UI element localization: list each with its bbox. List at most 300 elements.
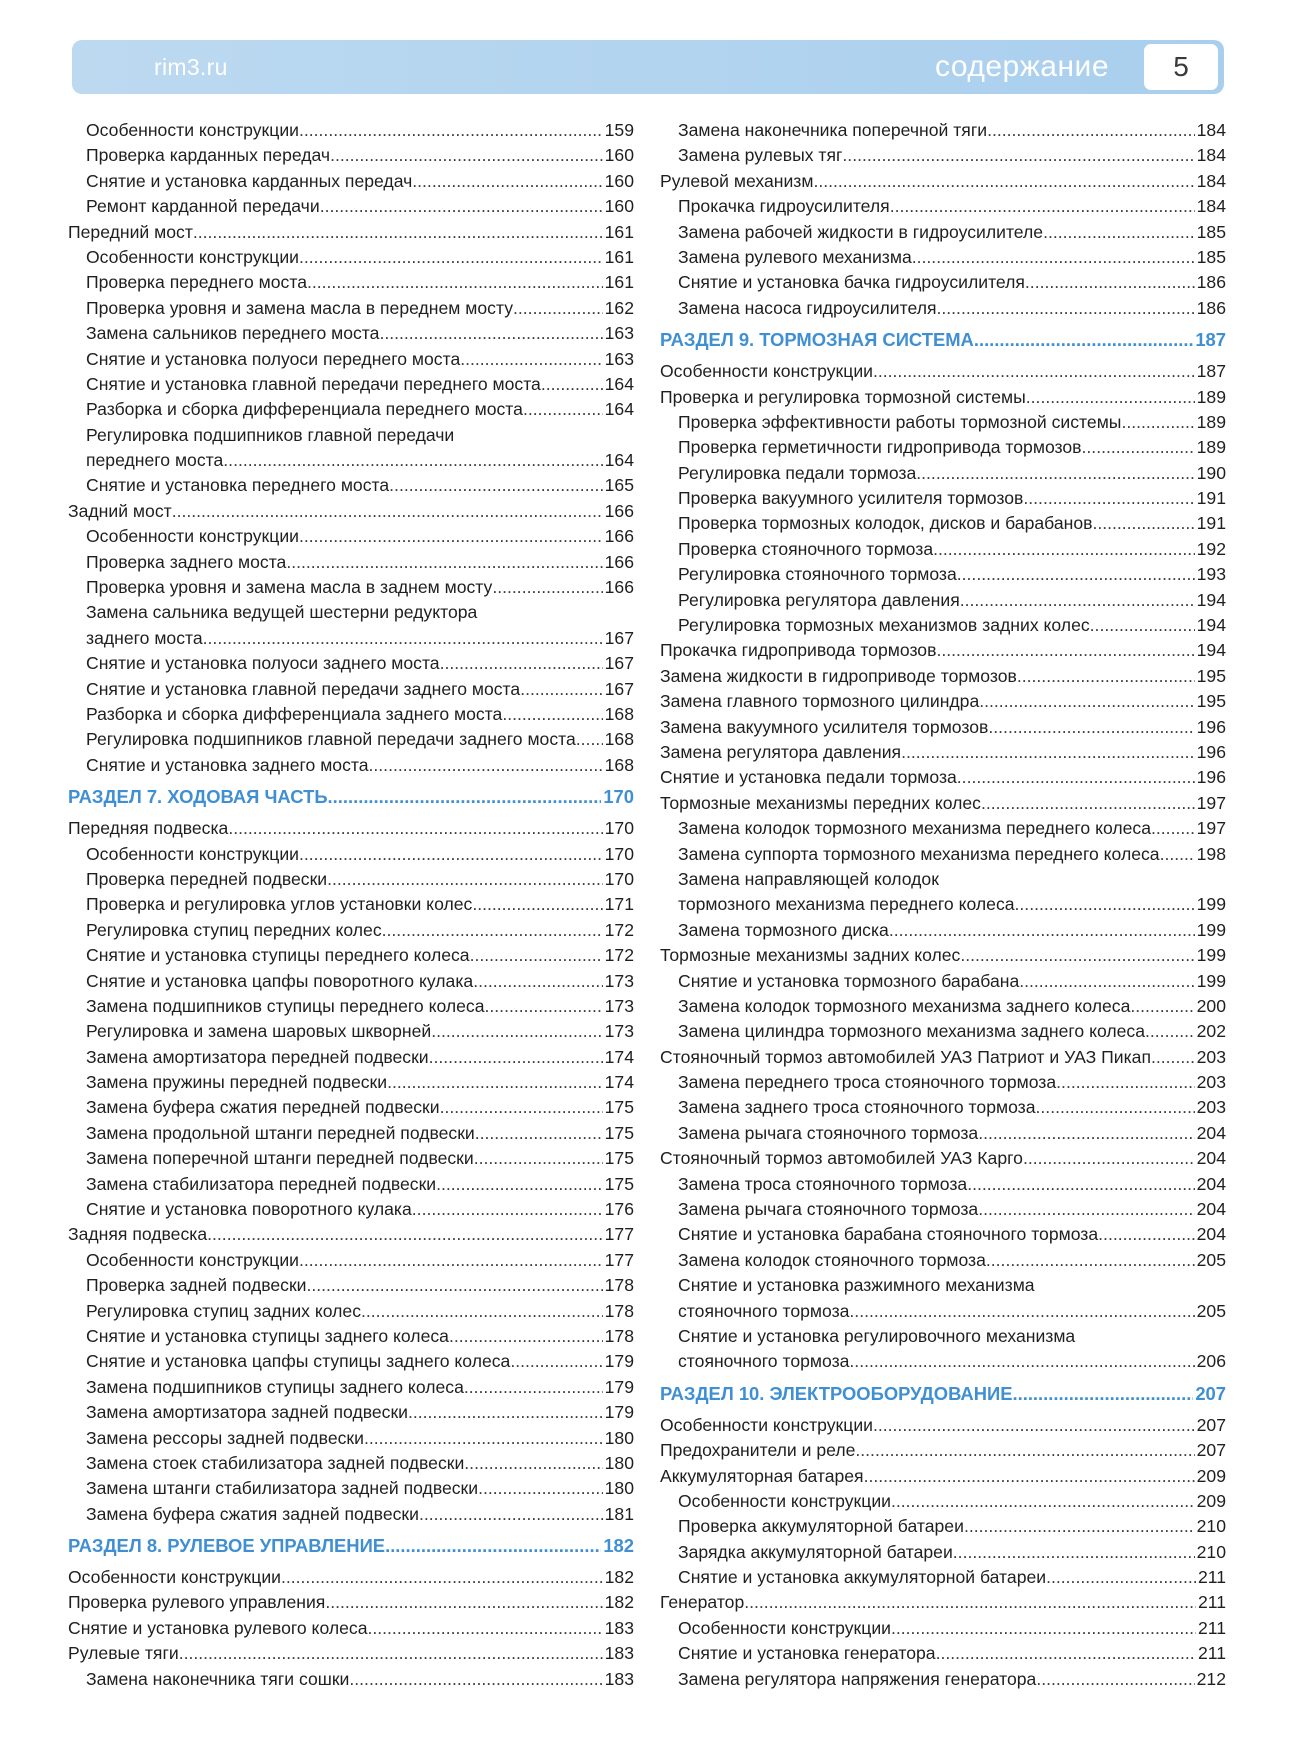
toc-entry[interactable] (660, 1146, 1226, 1171)
toc-entry-page: 196 (1196, 767, 1226, 788)
toc-entry-page: 165 (604, 475, 634, 496)
toc-entry-title: Замена рессоры задней подвески (86, 1427, 364, 1448)
toc-entry-title: Замена жидкости в гидроприводе тормозов (660, 665, 1017, 686)
toc-subentry[interactable] (660, 1324, 1226, 1349)
toc-entry-page: 175 (604, 1148, 634, 1169)
toc-subentry[interactable] (68, 1324, 634, 1349)
toc-subentry[interactable] (660, 1019, 1226, 1044)
toc-entry[interactable] (660, 791, 1226, 816)
toc-subentry[interactable] (660, 270, 1226, 295)
dot-leader (1025, 270, 1195, 295)
dot-leader (541, 372, 603, 397)
toc-subentry[interactable] (660, 143, 1226, 168)
dot-leader (1026, 385, 1195, 410)
dot-leader (330, 143, 603, 168)
toc-entry-page: 180 (604, 1478, 634, 1499)
toc-section-heading[interactable] (68, 1527, 634, 1565)
dot-leader (179, 1641, 603, 1666)
toc-entry-page: 172 (604, 945, 634, 966)
toc-subentry[interactable] (68, 448, 634, 473)
dot-leader (286, 550, 602, 575)
dot-leader (889, 918, 1195, 943)
toc-subentry[interactable] (68, 575, 634, 600)
toc-entry-page: 170 (604, 843, 634, 864)
toc-entry-title: Замена рабочей жидкости в гидроусилителе (678, 221, 1044, 242)
toc-subentry[interactable] (660, 892, 1226, 917)
dot-leader (431, 1019, 602, 1044)
dot-leader (473, 969, 602, 994)
toc-entry-title: Особенности конструкции (86, 1249, 299, 1270)
toc-entry-title: Снятие и установка карданных передач (86, 170, 413, 191)
toc-subentry[interactable] (68, 1502, 634, 1527)
toc-entry-title: Замена наконечника поперечной тяги (678, 120, 988, 140)
toc-entry-page: 178 (604, 1300, 634, 1321)
dot-leader (460, 347, 602, 372)
toc-subentry[interactable] (68, 1045, 634, 1070)
toc-subentry[interactable] (660, 1197, 1226, 1222)
toc-subentry[interactable] (68, 994, 634, 1019)
dot-leader (382, 918, 603, 943)
toc-subentry[interactable] (68, 1667, 634, 1692)
dot-leader (1036, 1095, 1195, 1120)
dot-leader (1017, 664, 1195, 689)
toc-entry-title: Рулевой механизм (660, 170, 814, 191)
toc-entry-page: 199 (1196, 970, 1226, 991)
toc-entry-title: Замена сальника ведущей шестерни редуктора (86, 602, 478, 623)
dot-leader (513, 296, 603, 321)
toc-entry-page: 202 (1196, 1021, 1226, 1042)
toc-entry-page: 197 (1196, 792, 1226, 813)
toc-subentry[interactable] (660, 1616, 1226, 1641)
dot-leader (436, 1172, 603, 1197)
dot-leader (981, 791, 1195, 816)
toc-entry-page: 179 (604, 1376, 634, 1397)
toc-entry-title: Разборка и сборка дифференциала переднего моста (86, 399, 523, 420)
toc-subentry[interactable] (660, 118, 1226, 143)
toc-subentry[interactable] (68, 626, 634, 651)
toc-entry-page: 185 (1196, 246, 1226, 267)
toc-entry-title: Снятие и установка бачка гидроусилителя (678, 272, 1025, 293)
toc-entry-page: 195 (1196, 665, 1226, 686)
toc-entry[interactable] (660, 689, 1226, 714)
toc-subentry[interactable] (68, 397, 634, 422)
toc-entry-title: Особенности конструкции (86, 246, 299, 267)
toc-entry-page: 162 (604, 297, 634, 318)
toc-subentry[interactable] (68, 1248, 634, 1273)
toc-entry-page: 166 (604, 577, 634, 598)
dot-leader (1015, 892, 1195, 917)
dot-leader (299, 245, 603, 270)
toc-entry-title: стояночного тормоза (678, 1351, 850, 1372)
toc-entry-title: Замена сальников переднего моста (86, 323, 380, 344)
toc-entry-page: 189 (1196, 437, 1226, 458)
toc-entry-page: 177 (604, 1224, 634, 1245)
dot-leader (385, 1527, 601, 1565)
toc-entry-title: Генератор (660, 1592, 745, 1613)
dot-leader (387, 1070, 603, 1095)
toc-entry-title: Замена стоек стабилизатора задней подвески (86, 1452, 465, 1473)
toc-entry-title: Регулировка и замена шаровых шкворней (86, 1021, 432, 1042)
toc-entry-title: стояночного тормоза (678, 1300, 850, 1321)
toc-entry-page: 166 (604, 500, 634, 521)
toc-entry-title: РАЗДЕЛ 7. ХОДОВАЯ ЧАСТЬ (68, 786, 328, 808)
dot-leader (502, 702, 602, 727)
toc-entry-title: Замена буфера сжатия задней подвески (86, 1503, 419, 1524)
toc-entry-page: 182 (604, 1592, 634, 1613)
dot-leader (891, 1616, 1196, 1641)
toc-entry[interactable] (660, 664, 1226, 689)
toc-subentry[interactable] (68, 473, 634, 498)
dot-leader (429, 1045, 603, 1070)
toc-section-heading[interactable] (660, 1375, 1226, 1413)
toc-subentry[interactable] (660, 1641, 1226, 1666)
toc-subentry[interactable] (68, 600, 634, 625)
toc-entry-title: Прокачка гидроусилителя (678, 196, 890, 217)
toc-entry-title: Снятие и установка заднего моста (86, 754, 369, 775)
toc-entry-title: Проверка уровня и замена масла в заднем мосту (86, 577, 493, 598)
toc-entry-page: 187 (1195, 329, 1226, 351)
toc-subentry[interactable] (68, 842, 634, 867)
toc-subentry[interactable] (68, 1019, 634, 1044)
toc-subentry[interactable] (660, 296, 1226, 321)
toc-entry-title: Замена колодок стояночного тормоза (678, 1249, 986, 1270)
dot-leader (1043, 220, 1195, 245)
toc-entry-title: РАЗДЕЛ 8. РУЛЕВОЕ УПРАВЛЕНИЕ (68, 1535, 386, 1557)
toc-subentry[interactable] (660, 1565, 1226, 1590)
toc-entry-page: 200 (1196, 995, 1226, 1016)
toc-subentry[interactable] (660, 1667, 1226, 1692)
toc-subentry[interactable] (68, 892, 634, 917)
toc-entry[interactable] (660, 1413, 1226, 1438)
toc-entry-title: Тормозные механизмы передних колес (660, 792, 981, 813)
toc-subentry[interactable] (660, 588, 1226, 613)
toc-entry-title: Проверка передней подвески (86, 868, 328, 889)
dot-leader (379, 321, 602, 346)
toc-subentry[interactable] (68, 651, 634, 676)
toc-entry-title: Стояночный тормоз автомобилей УАЗ Патриот и УАЗ Пикап (660, 1046, 1151, 1067)
toc-entry-title: Предохранители и реле (660, 1440, 856, 1461)
dot-leader (744, 1590, 1196, 1615)
toc-entry-title: Тормозные механизмы задних колес (660, 945, 961, 966)
toc-entry[interactable] (68, 1565, 634, 1590)
toc-entry[interactable] (660, 765, 1226, 790)
dot-leader (986, 1248, 1195, 1273)
toc-section-heading[interactable] (660, 321, 1226, 359)
toc-subentry[interactable] (660, 537, 1226, 562)
toc-subentry[interactable] (660, 410, 1226, 435)
toc-subentry[interactable] (68, 1273, 634, 1298)
toc-subentry[interactable] (68, 270, 634, 295)
toc-entry-page: 195 (1196, 691, 1226, 712)
toc-entry-title: тормозного механизма переднего колеса (678, 894, 1015, 915)
toc-entry-page: 177 (604, 1249, 634, 1270)
toc-subentry[interactable] (68, 321, 634, 346)
toc-entry[interactable] (68, 816, 634, 841)
toc-entry-title: Снятие и установка педали тормоза (660, 767, 957, 788)
toc-entry-title: Замена рулевого механизма (678, 246, 912, 267)
toc-entry[interactable] (660, 943, 1226, 968)
toc-entry-page: 199 (1196, 945, 1226, 966)
toc-subentry[interactable] (660, 1540, 1226, 1565)
toc-subentry[interactable] (660, 511, 1226, 536)
toc-subentry[interactable] (660, 1349, 1226, 1374)
toc-entry[interactable] (660, 715, 1226, 740)
toc-subentry[interactable] (68, 1349, 634, 1374)
toc-subentry[interactable] (660, 613, 1226, 638)
toc-subentry[interactable] (68, 245, 634, 270)
toc-subentry[interactable] (660, 1070, 1226, 1095)
toc-subentry[interactable] (68, 347, 634, 372)
toc-subentry[interactable] (68, 1375, 634, 1400)
toc-subentry[interactable] (68, 918, 634, 943)
toc-entry[interactable] (660, 1464, 1226, 1489)
toc-subentry[interactable] (68, 1197, 634, 1222)
toc-entry-page: 189 (1196, 386, 1226, 407)
toc-column-right (660, 118, 1226, 1692)
toc-entry-page: 182 (603, 1535, 634, 1557)
dot-leader (464, 1451, 602, 1476)
dot-leader (916, 461, 1194, 486)
toc-subentry[interactable] (68, 194, 634, 219)
toc-subentry[interactable] (660, 1273, 1226, 1298)
toc-entry-title: Регулировка тормозных механизмов задних колес (678, 615, 1090, 636)
toc-entry-page: 185 (1196, 221, 1226, 242)
toc-entry-title: Разборка и сборка дифференциала заднего моста (86, 703, 503, 724)
dot-leader (412, 1197, 603, 1222)
dot-leader (1121, 410, 1194, 435)
toc-entry-title: Аккумуляторная батарея (660, 1465, 864, 1486)
toc-subentry[interactable] (660, 1299, 1226, 1324)
toc-entry[interactable] (660, 740, 1226, 765)
toc-subentry[interactable] (68, 969, 634, 994)
toc-entry-title: Снятие и установка регулировочного механизма (678, 1325, 1076, 1346)
toc-subentry[interactable] (68, 524, 634, 549)
toc-subentry[interactable] (68, 423, 634, 448)
dot-leader (1036, 1667, 1194, 1692)
toc-entry-page: 164 (604, 399, 634, 420)
toc-entry-page: 209 (1196, 1490, 1226, 1511)
toc-entry-title: Замена регулятора напряжения генератора (678, 1668, 1037, 1689)
dot-leader (299, 118, 603, 143)
toc-entry-title: Замена цилиндра тормозного механизма заднего колеса (678, 1021, 1146, 1042)
toc-subentry[interactable] (68, 118, 634, 143)
toc-entry-page: 168 (604, 754, 634, 775)
toc-entry-title: Регулировка регулятора давления (678, 589, 960, 610)
toc-entry-page: 161 (604, 272, 634, 293)
toc-entry-page: 170 (604, 868, 634, 889)
toc-entry-page: 204 (1196, 1224, 1226, 1245)
toc-subentry[interactable] (660, 435, 1226, 460)
toc-subentry[interactable] (68, 1299, 634, 1324)
toc-subentry[interactable] (660, 1222, 1226, 1247)
toc-subentry[interactable] (68, 867, 634, 892)
toc-entry-page: 196 (1196, 716, 1226, 737)
toc-entry-title: переднего моста (86, 450, 224, 471)
dot-leader (328, 778, 602, 816)
toc-entry[interactable] (68, 1641, 634, 1666)
toc-subentry[interactable] (68, 1400, 634, 1425)
section-title: содержание (935, 50, 1109, 83)
dot-leader (408, 1400, 603, 1425)
toc-entry-title: Замена направляющей колодок (678, 868, 939, 889)
toc-entry-page: 199 (1196, 894, 1226, 915)
toc-entry-page: 175 (604, 1122, 634, 1143)
dot-leader (960, 588, 1195, 613)
toc-entry-title: Передний мост (68, 221, 193, 242)
toc-subentry[interactable] (68, 1476, 634, 1501)
toc-subentry[interactable] (68, 1451, 634, 1476)
dot-leader (967, 1172, 1194, 1197)
toc-entry-page: 175 (604, 1097, 634, 1118)
dot-leader (281, 1565, 603, 1590)
toc-entry[interactable] (68, 220, 634, 245)
toc-entry-title: Снятие и установка рулевого колеса (68, 1617, 368, 1638)
dot-leader (912, 245, 1195, 270)
toc-subentry[interactable] (660, 1095, 1226, 1120)
toc-entry[interactable] (68, 1222, 634, 1247)
toc-subentry[interactable] (660, 562, 1226, 587)
toc-subentry[interactable] (68, 1095, 634, 1120)
toc-entry-page: 207 (1196, 1440, 1226, 1461)
toc-entry-page: 178 (604, 1325, 634, 1346)
toc-entry-title: Проверка и регулировка тормозной системы (660, 386, 1026, 407)
toc-subentry[interactable] (68, 702, 634, 727)
toc-subentry[interactable] (68, 296, 634, 321)
toc-subentry[interactable] (660, 486, 1226, 511)
toc-entry-page: 160 (604, 196, 634, 217)
toc-entry-title: Снятие и установка поворотного кулака (86, 1199, 412, 1220)
toc-entry[interactable] (68, 499, 634, 524)
toc-subentry[interactable] (660, 1172, 1226, 1197)
toc-subentry[interactable] (68, 1146, 634, 1171)
toc-entry[interactable] (660, 638, 1226, 663)
toc-entry-page: 174 (604, 1046, 634, 1067)
dot-leader (193, 220, 603, 245)
toc-entry-page: 193 (1196, 564, 1226, 585)
site-name: rim3.ru (154, 54, 228, 80)
toc-entry-page: 167 (604, 678, 634, 699)
toc-subentry[interactable] (660, 1121, 1226, 1146)
toc-entry-title: Замена рулевых тяг (678, 145, 843, 166)
toc-entry[interactable] (68, 1616, 634, 1641)
toc-entry-page: 166 (604, 526, 634, 547)
toc-entry-page: 190 (1196, 462, 1226, 483)
toc-entry-page: 171 (604, 894, 634, 915)
toc-subentry[interactable] (660, 1514, 1226, 1539)
toc-section-heading[interactable] (68, 778, 634, 816)
toc-entry-page: 160 (604, 145, 634, 166)
toc-subentry[interactable] (68, 727, 634, 752)
dot-leader (349, 1667, 602, 1692)
dot-leader (389, 473, 602, 498)
toc-entry-page: 186 (1196, 297, 1226, 318)
toc-subentry[interactable] (68, 943, 634, 968)
toc-entry[interactable] (660, 359, 1226, 384)
toc-entry-page: 179 (604, 1402, 634, 1423)
toc-subentry[interactable] (660, 842, 1226, 867)
dot-leader (937, 296, 1195, 321)
toc-entry-title: Замена заднего троса стояночного тормоза (678, 1097, 1036, 1118)
toc-entry-page: 175 (604, 1173, 634, 1194)
toc-entry-title: Стояночный тормоз автомобилей УАЗ Карго (660, 1148, 1023, 1169)
toc-subentry[interactable] (660, 867, 1226, 892)
toc-subentry[interactable] (660, 918, 1226, 943)
dot-leader (470, 943, 603, 968)
toc-subentry[interactable] (660, 194, 1226, 219)
toc-subentry[interactable] (68, 550, 634, 575)
toc-entry[interactable] (660, 169, 1226, 194)
toc-entry[interactable] (660, 385, 1226, 410)
toc-entry-page: 170 (603, 786, 634, 808)
toc-entry-page: 187 (1196, 361, 1226, 382)
toc-entry-page: 181 (604, 1503, 634, 1524)
toc-subentry[interactable] (68, 677, 634, 702)
toc-entry-page: 194 (1196, 640, 1226, 661)
toc-subentry[interactable] (68, 1070, 634, 1095)
toc-entry-page: 168 (604, 703, 634, 724)
toc-entry-page: 206 (1196, 1351, 1226, 1372)
dot-leader (419, 1502, 603, 1527)
toc-entry-title: Снятие и установка полуоси переднего моста (86, 348, 461, 369)
toc-subentry[interactable] (660, 816, 1226, 841)
toc-subentry[interactable] (68, 1121, 634, 1146)
toc-entry-title: Замена подшипников ступицы заднего колеса (86, 1376, 464, 1397)
toc-entry-page: 186 (1196, 272, 1226, 293)
toc-entry-title: Проверка аккумуляторной батареи (678, 1516, 964, 1537)
dot-leader (1151, 816, 1195, 841)
toc-entry-title: Замена продольной штанги передней подвески (86, 1122, 475, 1143)
toc-subentry[interactable] (660, 461, 1226, 486)
toc-subentry[interactable] (660, 1248, 1226, 1273)
dot-leader (478, 1476, 603, 1501)
toc-entry[interactable] (660, 1438, 1226, 1463)
toc-entry-title: Снятие и установка переднего моста (86, 475, 390, 496)
toc-subentry[interactable] (68, 372, 634, 397)
toc-entry-title: Снятие и установка ступицы переднего колеса (86, 945, 470, 966)
dot-leader (1012, 1375, 1193, 1413)
toc-entry-title: Регулировка ступиц задних колес (86, 1300, 361, 1321)
toc-subentry[interactable] (660, 220, 1226, 245)
toc-subentry[interactable] (68, 169, 634, 194)
toc-subentry[interactable] (660, 1489, 1226, 1514)
dot-leader (978, 1197, 1194, 1222)
toc-entry-title: Замена рычага стояночного тормоза (678, 1122, 979, 1143)
toc-entry-page: 178 (604, 1275, 634, 1296)
dot-leader (813, 169, 1194, 194)
toc-entry-title: Особенности конструкции (678, 1490, 891, 1511)
toc-subentry[interactable] (660, 969, 1226, 994)
toc-subentry[interactable] (68, 1172, 634, 1197)
dot-leader (449, 1324, 603, 1349)
toc-entry-page: 176 (604, 1199, 634, 1220)
toc-entry-title: Регулировка стояночного тормоза (678, 564, 957, 585)
toc-entry-title: Особенности конструкции (660, 1414, 873, 1435)
toc-subentry[interactable] (68, 1426, 634, 1451)
toc-entry-title: Замена буфера сжатия передней подвески (86, 1097, 440, 1118)
toc-entry-title: Проверка карданных передач (86, 145, 331, 166)
toc-entry-page: 180 (604, 1427, 634, 1448)
toc-subentry[interactable] (660, 994, 1226, 1019)
toc-entry[interactable] (660, 1045, 1226, 1070)
toc-subentry[interactable] (68, 753, 634, 778)
toc-entry-page: 168 (604, 729, 634, 750)
toc-subentry[interactable] (660, 245, 1226, 270)
toc-entry[interactable] (68, 1590, 634, 1615)
toc-entry[interactable] (660, 1590, 1226, 1615)
toc-entry-title: Проверка рулевого управления (68, 1592, 326, 1613)
toc-subentry[interactable] (68, 143, 634, 168)
toc-entry-title: Особенности конструкции (660, 361, 873, 382)
